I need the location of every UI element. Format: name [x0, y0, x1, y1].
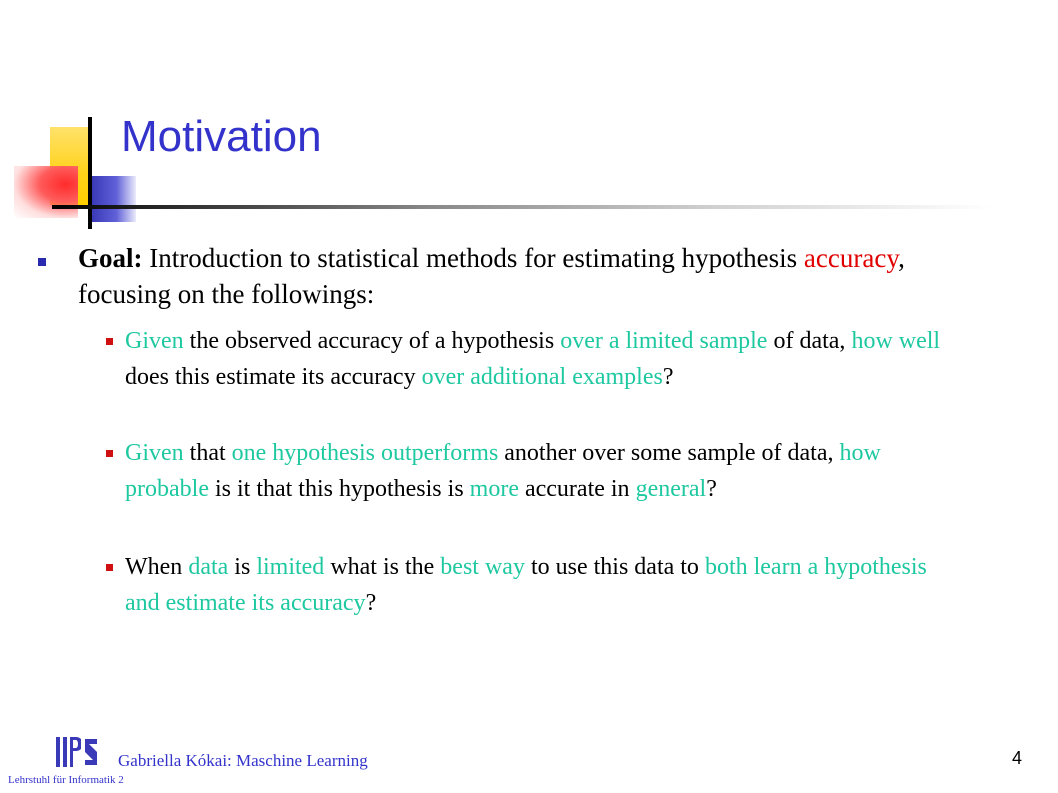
footer-chair: Lehrstuhl für Informatik 2 — [8, 774, 124, 786]
sub1-p3: over a limited sample — [560, 328, 768, 354]
sub3-p3: is — [228, 554, 257, 580]
sub3-p9: ? — [365, 590, 377, 616]
sub1-p7: over additional examples — [421, 364, 663, 390]
lsi2-logo-icon — [56, 737, 98, 767]
title-underline — [52, 205, 992, 209]
goal-text-a: Introduction to statistical methods for estimating hypothesis — [142, 243, 804, 273]
sub3-text — [125, 549, 945, 621]
sub2-p4: another over some sample of data, — [498, 440, 840, 466]
title-deco-red-square — [14, 166, 78, 218]
sub2-p10: ? — [706, 476, 717, 502]
sub1-p1: Given — [125, 328, 184, 354]
sub1-p2: the observed accuracy of a hypothesis — [183, 328, 561, 354]
sub3-p2: data — [188, 554, 229, 580]
goal-label: Goal: — [78, 243, 143, 273]
sub3-p6: best way — [440, 554, 525, 580]
logo-bar-1 — [56, 737, 60, 767]
sub2-p2: that — [183, 440, 232, 466]
logo-s-glyph — [84, 739, 98, 765]
goal-text-b: , focusing on the followings: — [78, 243, 905, 309]
sub2-text — [125, 435, 945, 507]
sub1-p6: does this estimate its accuracy — [125, 364, 422, 390]
sub2-p3: one hypothesis outperforms — [231, 440, 499, 466]
sub1-p5: how well — [851, 328, 941, 354]
logo-p-glyph — [70, 737, 81, 767]
sub2-p1: Given — [125, 440, 184, 466]
bullet-sub1 — [106, 338, 113, 345]
sub1-p4: of data, — [767, 328, 852, 354]
title-deco-blue-square — [92, 176, 136, 222]
sub1-p8: ? — [662, 364, 674, 390]
sub1-text — [125, 323, 945, 395]
bullet-goal — [38, 258, 46, 266]
sub3-p4: limited — [256, 554, 325, 580]
sub2-p6: is it that this hypothesis is — [208, 476, 470, 502]
sub3-p7: to use this data to — [524, 554, 705, 580]
goal-text — [78, 240, 958, 312]
slide-title: Motivation — [121, 112, 322, 161]
sub3-p1: When — [125, 554, 189, 580]
bullet-sub3 — [106, 564, 113, 571]
bullet-sub2 — [106, 450, 113, 457]
sub2-p7: more — [469, 476, 519, 502]
page-number: 4 — [1012, 748, 1023, 768]
sub2-p9: general — [635, 476, 707, 502]
goal-highlight: accuracy — [803, 243, 899, 273]
sub3-p5: what is the — [324, 554, 441, 580]
sub2-p8: accurate in — [518, 476, 636, 502]
logo-bar-2 — [63, 737, 67, 767]
title-deco-vertical-line — [88, 117, 92, 229]
footer-author: Gabriella Kókai: Maschine Learning — [118, 751, 368, 770]
sub2-p5: how probable — [125, 440, 881, 502]
sub3-p8: both learn a hypothesis and estimate its accuracy — [125, 554, 927, 616]
